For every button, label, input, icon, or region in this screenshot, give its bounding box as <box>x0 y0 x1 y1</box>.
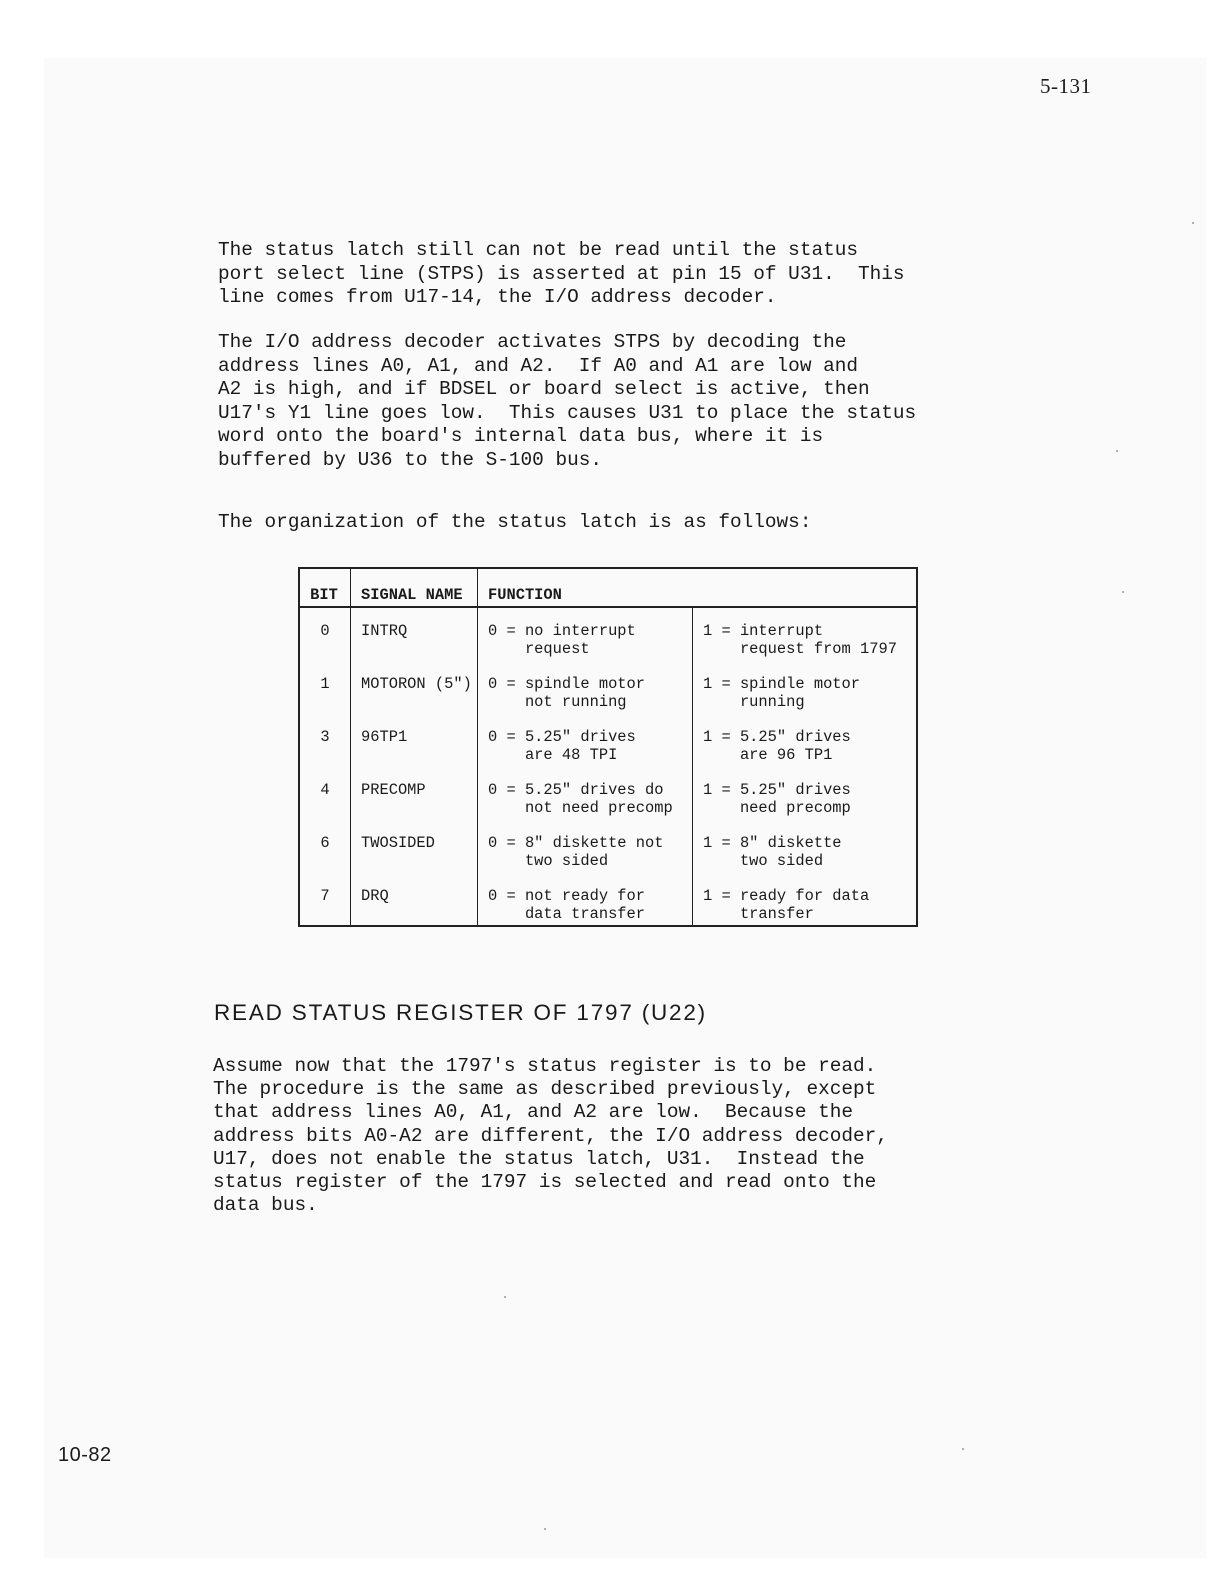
header-bit: BIT <box>299 568 351 607</box>
cell-function-0: 0 = spindle motor not running <box>478 661 693 714</box>
cell-function-1: 1 = interrupt request from 1797 <box>693 607 918 661</box>
paragraph-latch-organization-intro: The organization of the status latch is as follows: <box>218 511 812 533</box>
scan-speck <box>1192 222 1194 224</box>
section-heading: READ STATUS REGISTER OF 1797 (U22) <box>214 1000 707 1025</box>
scan-speck <box>544 1528 546 1530</box>
cell-function-0: 0 = 8" diskette not two sided <box>478 820 693 873</box>
scan-speck <box>962 1448 964 1450</box>
cell-bit: 1 <box>299 661 351 714</box>
cell-bit: 4 <box>299 767 351 820</box>
scan-speck <box>504 1296 506 1298</box>
scan-speck <box>1116 450 1118 452</box>
table-row <box>299 607 917 661</box>
cell-function-1: 1 = 8" diskette two sided <box>693 820 918 873</box>
cell-function-0: 0 = no interrupt request <box>478 607 693 661</box>
cell-signal: DRQ <box>351 873 478 926</box>
paragraph-status-port-select: The status latch still can not be read until the status port select line (STPS) is asserted at pin 15 of U31. This line comes from U17-14, the I/O address decoder. <box>218 239 905 309</box>
paragraph-address-decoder: The I/O address decoder activates STPS by decoding the address lines A0, A1, and A2. If A0 and A1 are low and A2 is high, and if BDSEL or board select is active, then U17's Y1 line goes low. This causes U31 to place the status word onto the board's internal data bus, where it is buffered by U36 to the S-100 bus. <box>218 331 917 471</box>
table-row <box>299 820 917 873</box>
cell-function-1: 1 = spindle motor running <box>693 661 918 714</box>
table-header-row <box>299 568 917 607</box>
footer-number: 10-82 <box>58 1444 112 1466</box>
paragraph-read-status-register: Assume now that the 1797's status register is to be read. The procedure is the same as described previously, except that address lines A0, A1, and A2 are low. Because the address bits A0-A2 are different, the I/O address decoder, U17, does not enable the status latch, U31. Instead the status register of the 1797 is selected and read onto the data bus. <box>213 1055 888 1217</box>
cell-function-1: 1 = 5.25" drives need precomp <box>693 767 918 820</box>
status-latch-table <box>298 567 918 927</box>
table-row <box>299 767 917 820</box>
cell-signal: TWOSIDED <box>351 820 478 873</box>
table-row <box>299 873 917 926</box>
header-function: FUNCTION <box>478 568 918 607</box>
cell-function-0: 0 = 5.25" drives do not need precomp <box>478 767 693 820</box>
cell-bit: 3 <box>299 714 351 767</box>
cell-signal: MOTORON (5") <box>351 661 478 714</box>
table-row <box>299 714 917 767</box>
scan-speck <box>1122 591 1124 593</box>
cell-function-0: 0 = 5.25" drives are 48 TPI <box>478 714 693 767</box>
cell-bit: 0 <box>299 607 351 661</box>
cell-signal: 96TP1 <box>351 714 478 767</box>
cell-bit: 6 <box>299 820 351 873</box>
table-row <box>299 661 917 714</box>
cell-signal: INTRQ <box>351 607 478 661</box>
header-signal-name: SIGNAL NAME <box>351 568 478 607</box>
cell-function-0: 0 = not ready for data transfer <box>478 873 693 926</box>
cell-function-1: 1 = ready for data transfer <box>693 873 918 926</box>
page-number: 5-131 <box>1040 74 1092 98</box>
cell-bit: 7 <box>299 873 351 926</box>
cell-function-1: 1 = 5.25" drives are 96 TP1 <box>693 714 918 767</box>
cell-signal: PRECOMP <box>351 767 478 820</box>
